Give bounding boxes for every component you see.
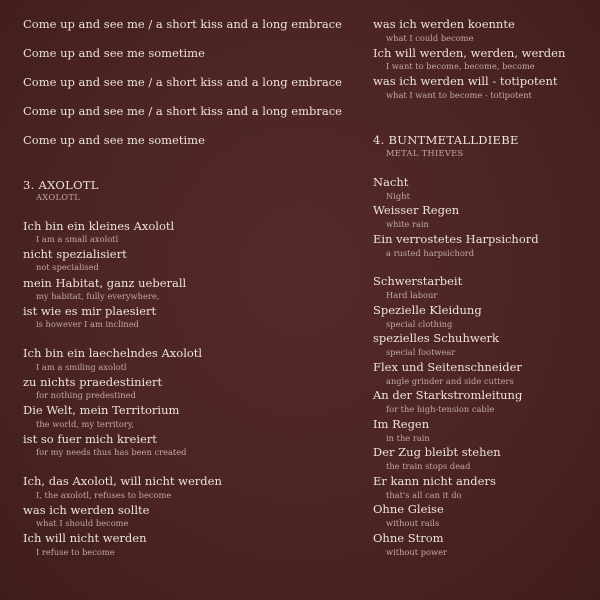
translation-line: what I want to become - totipotent — [386, 90, 532, 100]
translation-line: my habitat, fully everywhere, — [36, 291, 160, 301]
song-subtitle-axolotl: AXOLOTL — [36, 192, 81, 202]
lyric-line: Ich bin ein kleines Axolotl — [23, 219, 175, 233]
lyric-line: zu nichts praedestiniert — [23, 375, 163, 389]
lyric-line: was ich werden will - totipotent — [373, 74, 558, 88]
lyric-line: Ich will nicht werden — [23, 531, 147, 545]
lyric-line: An der Starkstromleitung — [373, 388, 523, 402]
translation-line: without rails — [386, 518, 440, 528]
translation-line: that's all can it do — [386, 490, 462, 500]
lyric-line: Schwerstarbeit — [373, 274, 463, 288]
song-title-buntmetalldiebe: 4. BUNTMETALLDIEBE — [373, 133, 519, 147]
lyric-line: Ohne Strom — [373, 531, 444, 545]
lyric-line: was ich werden koennte — [373, 17, 515, 31]
lyric-line: Come up and see me / a short kiss and a long embrace — [23, 75, 342, 89]
lyric-line: ist wie es mir plaesiert — [23, 304, 157, 318]
translation-line: I refuse to become — [36, 547, 115, 557]
lyric-line: nicht spezialisiert — [23, 247, 127, 261]
translation-line: I, the axolotl, refuses to become — [36, 490, 172, 500]
translation-line: for my needs thus has been created — [36, 447, 187, 457]
translation-line: in the rain — [386, 433, 430, 443]
translation-line: angle grinder and side cutters — [386, 376, 514, 386]
translation-line: the train stops dead — [386, 461, 471, 471]
translation-line: Hard labour — [386, 290, 438, 300]
translation-line: I am a smiling axolotl — [36, 362, 127, 372]
lyric-line: Come up and see me sometime — [23, 133, 205, 147]
translation-line: I want to become, become, become — [386, 61, 535, 71]
lyric-line: Die Welt, mein Territorium — [23, 403, 180, 417]
lyric-line: mein Habitat, ganz ueberall — [23, 276, 187, 290]
lyric-line: Im Regen — [373, 417, 430, 431]
translation-line: what I could become — [386, 33, 474, 43]
lyric-line: Der Zug bleibt stehen — [373, 445, 501, 459]
song-title-axolotl: 3. AXOLOTL — [23, 178, 99, 192]
lyric-line: Flex und Seitenschneider — [373, 360, 522, 374]
translation-line: special clothing — [386, 319, 453, 329]
translation-line: white rain — [386, 219, 429, 229]
translation-line: not specialised — [36, 262, 99, 272]
translation-line: the world, my territory, — [36, 419, 135, 429]
song-subtitle-buntmetalldiebe: METAL THIEVES — [386, 148, 464, 158]
lyric-line: Ich bin ein laechelndes Axolotl — [23, 346, 203, 360]
translation-line: a rusted harpsichord — [386, 248, 475, 258]
translation-line: Night — [386, 191, 410, 201]
lyric-line: Ich, das Axolotl, will nicht werden — [23, 474, 222, 488]
lyric-line: Come up and see me sometime — [23, 46, 205, 60]
lyric-line: ist so fuer mich kreiert — [23, 432, 157, 446]
translation-line: what I should become — [36, 518, 129, 528]
translation-line: I am a small axolotl — [36, 234, 119, 244]
translation-line: special footwear — [386, 347, 456, 357]
translation-line: without power — [386, 547, 448, 557]
lyric-line: Ich will werden, werden, werden — [373, 46, 566, 60]
lyric-line: Nacht — [373, 175, 409, 189]
translation-line: for nothing predestined — [36, 390, 136, 400]
lyric-line: spezielles Schuhwerk — [373, 331, 499, 345]
lyric-line: Spezielle Kleidung — [373, 303, 482, 317]
translation-line: is however I am inclined — [36, 319, 139, 329]
lyric-line: Ohne Gleise — [373, 502, 444, 516]
lyric-line: Er kann nicht anders — [373, 474, 496, 488]
lyric-line: was ich werden sollte — [23, 503, 150, 517]
lyric-line: Weisser Regen — [373, 203, 460, 217]
translation-line: for the high-tension cable — [386, 404, 495, 414]
lyric-line: Come up and see me / a short kiss and a long embrace — [23, 17, 342, 31]
lyric-line: Come up and see me / a short kiss and a long embrace — [23, 104, 342, 118]
lyric-line: Ein verrostetes Harpsichord — [373, 232, 539, 246]
